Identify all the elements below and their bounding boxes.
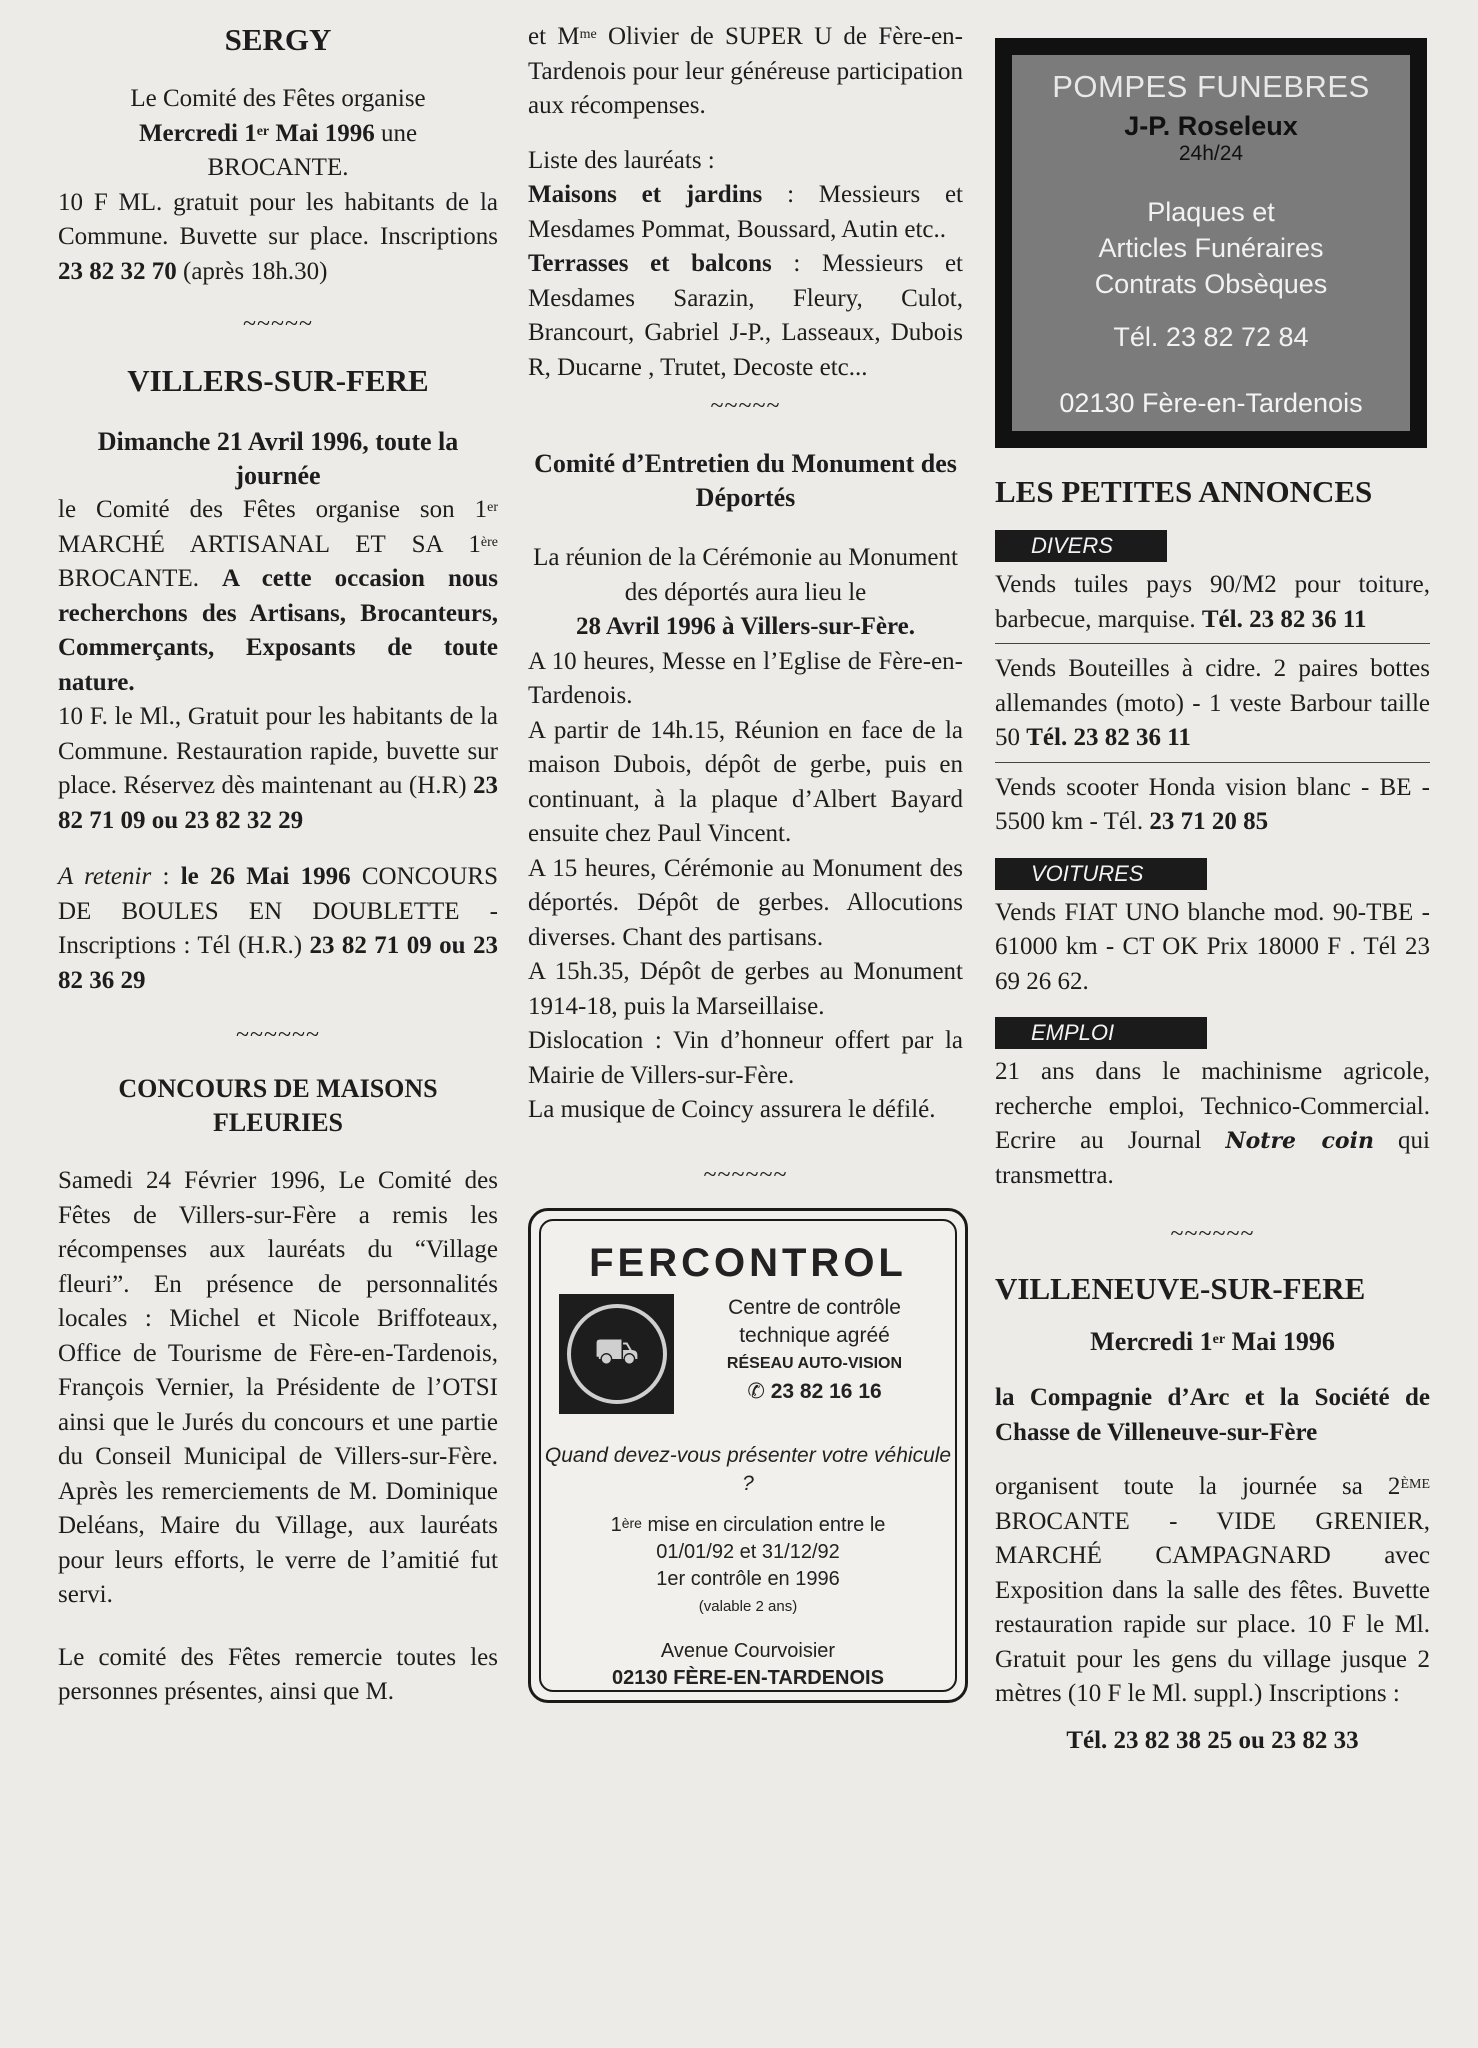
section-title-villeneuve: VILLENEUVE-SUR-FERE bbox=[995, 1271, 1366, 1306]
comite-p2: A partir de 14h.15, Réunion en face de la maison Dubois, dépôt de gerbe, puis en continuant, à la plaque d’Albert Bayard ensuite chez Paul Vincent. bbox=[528, 716, 963, 847]
pompes-hours: 24h/24 bbox=[1178, 142, 1244, 165]
fercontrol-ad bbox=[528, 1208, 968, 1703]
comite-p6: La musique de Coincy assurera le défilé. bbox=[528, 1096, 936, 1123]
pompes-address: 02130 Fère-en-Tardenois bbox=[1059, 388, 1363, 418]
fercontrol-line2: technique agréé bbox=[739, 1323, 890, 1347]
section-title-comite: Comité d’Entretien du Monument des Déportés bbox=[534, 449, 957, 512]
villeneuve-body: organisent toute la journée sa 2ÈME BROCANTE - VIDE GRENIER, MARCHÉ CAMPAGNARD avec Exposition dans la salle des fêtes. Buvette restauration rapide sur place. 10 F le Ml. Gratuit pour les gens du village jusque 2 mètres (10 F le Ml. suppl.) Inscriptions : bbox=[995, 1473, 1430, 1707]
divider bbox=[995, 762, 1430, 763]
villers-p1: le Comité des Fêtes organise son 1er MARCHÉ ARTISANAL ET SA 1ère BROCANTE. A cette occasion nous recherchons des Artisans, Brocanteurs, Commerçants, Exposants de toute nature. bbox=[58, 496, 499, 696]
category-tag-divers: DIVERS bbox=[995, 530, 1167, 562]
concours-p1: Samedi 24 Février 1996, Le Comité des Fêtes de Villers-sur-Fère a remis les récompenses aux lauréats du “Village fleuri”. En présence de personnalités locales : Michel et Nicole Briffoteaux, Office de Tourisme de Fère-en-Tardenois, François Vernier, la Présidente de l’OTSI ainsi que le Jurés du concours et une partie du Conseil Municipal de Villers-sur-Fère. Après les remerciements de M. Dominique Deléans, Maire du Village, aux lauréats pour leurs efforts, le verre de l’amitié fut servi. bbox=[58, 1167, 498, 1608]
column-left bbox=[58, 20, 498, 1710]
annonce-5: 21 ans dans le machinisme agricole, recherche emploi, Technico-Commercial. Ecrire au Journal Notre coin qui transmettra. bbox=[995, 1058, 1430, 1189]
section-title-villers: VILLERS-SUR-FERE bbox=[127, 363, 429, 398]
fercontrol-address: Avenue Courvoisier 02130 FÈRE-EN-TARDENOIS bbox=[612, 1639, 884, 1689]
column-right bbox=[995, 20, 1430, 1758]
car-icon: ⛟ bbox=[567, 1304, 667, 1404]
fercontrol-phone: ✆ 23 82 16 16 bbox=[747, 1379, 882, 1403]
villers-heading: Dimanche 21 Avril 1996, toute la journée bbox=[97, 427, 459, 490]
comite-p4: A 15h.35, Dépôt de gerbes au Monument 1914-18, puis la Marseillaise. bbox=[528, 958, 963, 1020]
laureats-terrasses: Terrasses et balcons : Messieurs et Mesdames Sarazin, Fleury, Culot, Brancourt, Gabriel J-P., Lasseaux, Dubois R, Ducarne , Trutet, Decoste etc... bbox=[528, 250, 964, 381]
fercontrol-brand: FERCONTROL bbox=[589, 1240, 907, 1285]
pompes-title: POMPES FUNEBRES bbox=[1052, 69, 1370, 104]
villers-p2: 10 F. le Ml., Gratuit pour les habitants de la Commune. Restauration rapide, buvette sur place. Réservez dès maintenant au (H.R) 23 82 71 09 ou 23 82 32 29 bbox=[58, 703, 498, 834]
villeneuve-date: Mercredi 1er Mai 1996 bbox=[1090, 1327, 1335, 1356]
annonce-3: Vends scooter Honda vision blanc - BE - 5500 km - Tél. 23 71 20 85 bbox=[995, 773, 1430, 835]
section-title-annonces: LES PETITES ANNONCES bbox=[995, 474, 1373, 509]
fercontrol-conditions: 1ère mise en circulation entre le 01/01/92 et 31/12/92 1er contrôle en 1996 (valable 2 ans) bbox=[610, 1513, 886, 1615]
annonce-4: Vends FIAT UNO blanche mod. 90-TBE - 61000 km - CT OK Prix 18000 F . Tél 23 69 26 62. bbox=[995, 898, 1430, 995]
fercontrol-question: Quand devez-vous présenter votre véhicule ? bbox=[544, 1443, 952, 1495]
separator: ~~~~~~ bbox=[236, 1022, 320, 1048]
comite-date: 28 Avril 1996 à Villers-sur-Fère. bbox=[575, 613, 916, 640]
divider bbox=[995, 643, 1430, 644]
separator: ~~~~~~ bbox=[1170, 1221, 1255, 1247]
concours-continuation: et $M^{me}$ Olivier de SUPER U de Fère-en-Tardenois pour leur généreuse participation aux récompenses. bbox=[528, 23, 963, 119]
section-title-concours: CONCOURS DE MAISONS FLEURIES bbox=[118, 1074, 438, 1137]
concours-p2: Le comité des Fêtes remercie toutes les personnes présentes, ainsi que M. bbox=[58, 1643, 498, 1705]
column-middle bbox=[528, 20, 963, 1703]
pompes-services: Plaques et Articles Funéraires Contrats Obsèques bbox=[1094, 197, 1328, 299]
villeneuve-organisers: la Compagnie d’Arc et la Société de Chasse de Villeneuve-sur-Fère bbox=[995, 1384, 1430, 1446]
comite-p1: A 10 heures, Messe en l’Eglise de Fère-en-Tardenois. bbox=[528, 647, 963, 709]
annonce-2: Vends Bouteilles à cidre. 2 paires bottes allemandes (moto) - 1 veste Barbour taille 50 Tél. 23 82 36 11 bbox=[995, 655, 1430, 751]
sergy-event: BROCANTE. bbox=[207, 154, 349, 181]
villers-p3: A retenir : le 26 Mai 1996 CONCOURS DE BOULES EN DOUBLETTE - Inscriptions : Tél (H.R.) 23 82 71 09 ou 23 82 36 29 bbox=[58, 863, 499, 994]
separator: ~~~~~~ bbox=[703, 1161, 788, 1188]
category-tag-emploi: EMPLOI bbox=[995, 1017, 1207, 1049]
sergy-body: 10 F ML. gratuit pour les habitants de la Commune. Buvette sur place. Inscriptions 23 82 32 70 (après 18h.30) bbox=[58, 188, 498, 285]
separator: ~~~~~ bbox=[243, 311, 313, 337]
comite-p5: Dislocation : Vin d’honneur offert par la Mairie de Villers-sur-Fère. bbox=[528, 1027, 963, 1089]
laureats-maisons: Maisons et jardins : Messieurs et Mesdames Pommat, Boussard, Autin etc.. bbox=[528, 181, 963, 243]
fercontrol-network: RÉSEAU AUTO-VISION bbox=[726, 1354, 903, 1372]
villeneuve-phone: Tél. 23 82 38 25 ou 23 82 33 bbox=[1066, 1726, 1359, 1754]
pompes-phone: Tél. 23 82 72 84 bbox=[1113, 322, 1309, 352]
fercontrol-line1: Centre de contrôle bbox=[728, 1295, 901, 1319]
section-title-sergy: SERGY bbox=[224, 22, 332, 57]
comite-intro: La réunion de la Cérémonie au Monument des déportés aura lieu le bbox=[533, 544, 958, 606]
sergy-date-line: Mercredi 1er Mai 1996 une bbox=[138, 119, 418, 147]
pompes-owner: J-P. Roseleux bbox=[1124, 111, 1298, 141]
annonce-1: Vends tuiles pays 90/M2 pour toiture, barbecue, marquise. Tél. 23 82 36 11 bbox=[995, 571, 1430, 633]
pompes-funebres-ad bbox=[995, 38, 1427, 448]
laureats-title: Liste des lauréats : bbox=[528, 146, 715, 174]
category-tag-voitures: VOITURES bbox=[995, 858, 1207, 890]
separator: ~~~~~ bbox=[710, 393, 781, 419]
sergy-line1: Le Comité des Fêtes organise bbox=[130, 85, 426, 112]
comite-p3: A 15 heures, Cérémonie au Monument des déportés. Dépôt de gerbes. Allocutions diverses. Chant des partisans. bbox=[528, 854, 963, 951]
car-inspection-logo-icon bbox=[559, 1294, 674, 1414]
